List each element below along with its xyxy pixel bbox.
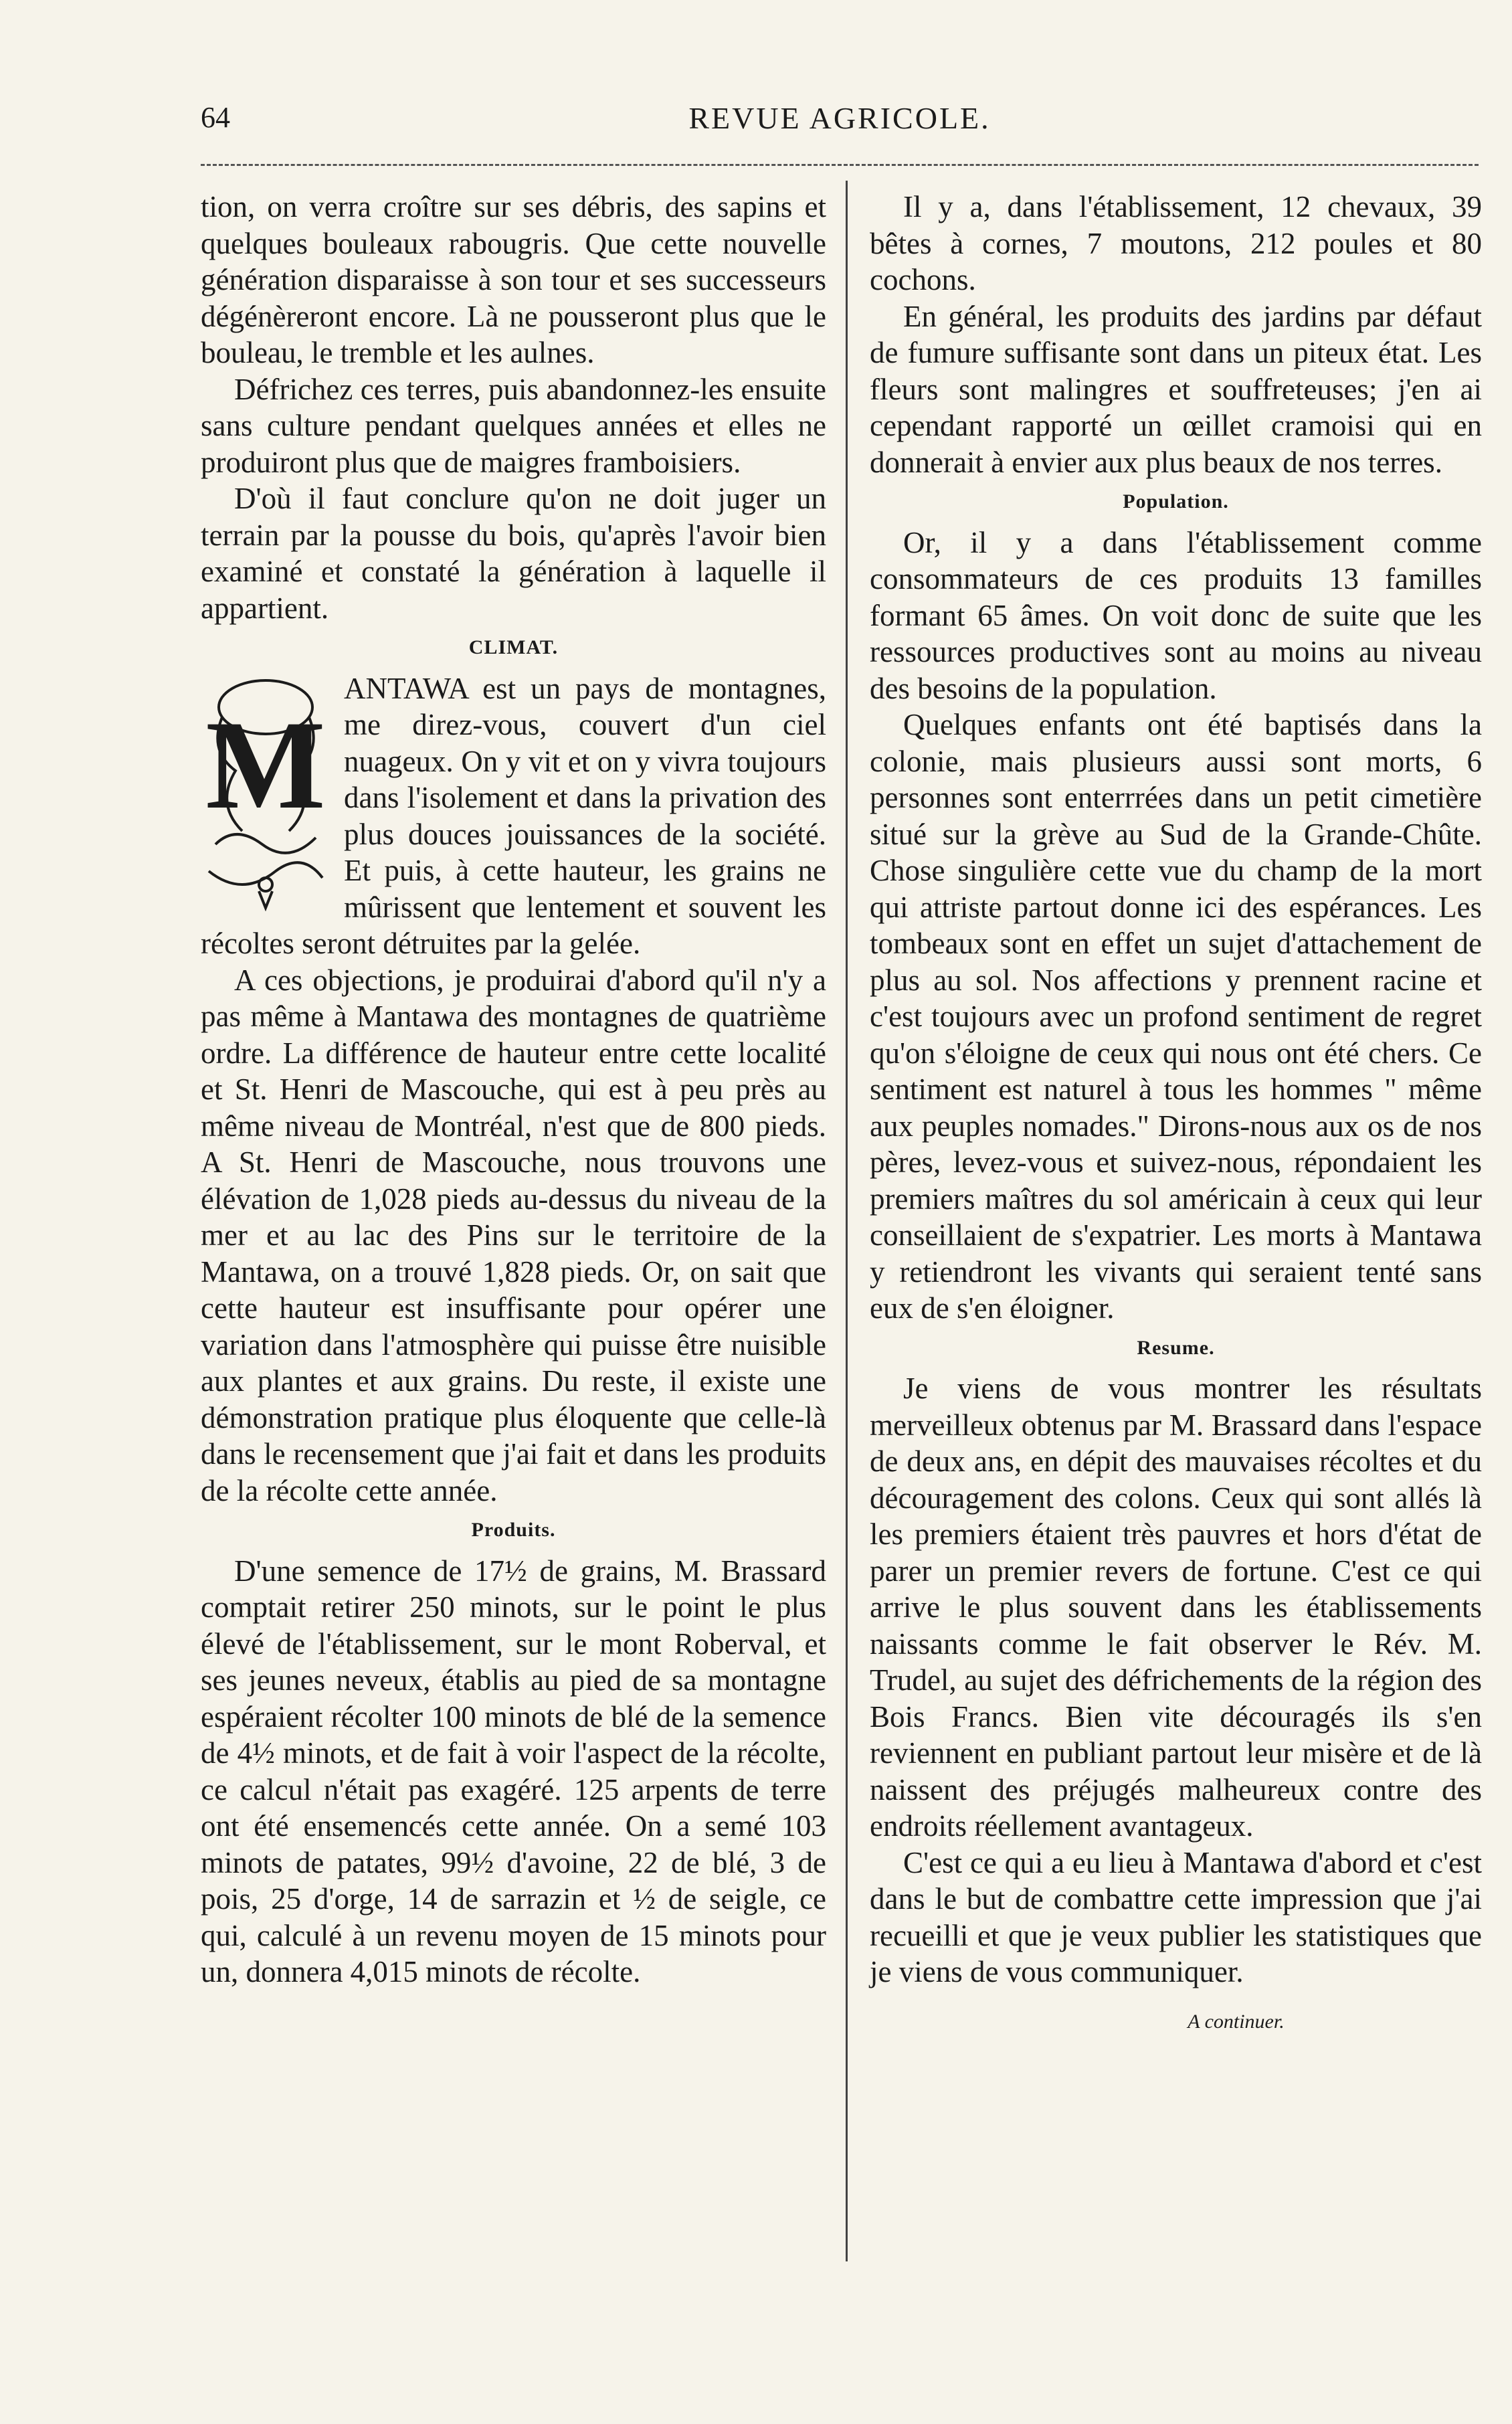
ornamental-initial-m-icon — [195, 670, 336, 911]
page-number: 64 — [201, 101, 230, 134]
continued-note: A continuer. — [1188, 2010, 1285, 2033]
paragraph: Je viens de vous montrer les résultats merveilleux obtenus par M. Brassard dans l'espace de deux ans, en dépit des mauvaises récoltes et du découragement des colons. Ceux qui sont allés là les premiers étaient très pauvres et hors d'état de parer un premier revers de fortune. C'est ce qui arrive le plus souvent dans les établissements naissants comme le fait observer le Rév. M. Trudel, au sujet des défrichements de la région des Bois Francs. Bien vite découragés ils s'en reviennent en publiant partout leur misère et de là naissent des préjugés malheureux contre des endroits réellement avantageux. — [870, 1372, 1482, 1843]
paragraph: Il y a, dans l'établissement, 12 chevaux, 39 bêtes à cornes, 7 moutons, 212 poules et 80 cochons. — [870, 190, 1482, 296]
header-rule — [201, 164, 1479, 166]
column-divider — [846, 181, 848, 2261]
dropcap-letter: M — [205, 694, 326, 836]
paragraph: Quelques enfants ont été baptisés dans la colonie, mais plusieurs aussi sont morts, 6 personnes sont enterrrées dans un petit cimetière situé sur la grève au Sud de la Grande-Chûte. Chose singulière cette vue du champ de la mort qui attriste partout donne ici des espérances. Les tombeaux sont en effet un sujet d'attachement de plus au sol. Nos affections y prennent racine et c'est toujours avec un profond sentiment de regret qu'on s'éloigne de ceux qui nous ont été chers. Ce sentiment est naturel à tous les hommes " même aux peuples nomades." Dirons-nous aux os de nos pères, levez-vous et suivez-nous, répondaient les premiers maîtres du sol américain à ceux qui leur conseillaient de s'expatrier. Les morts à Mantawa y retiendront les vivants qui seraient tenté sans eux de s'en éloigner. — [870, 708, 1482, 1325]
section-heading-climat: CLIMAT. — [468, 636, 559, 658]
paragraph: C'est ce qui a eu lieu à Mantawa d'abord et c'est dans le but de combattre cette impression que j'ai recueilli et que je veux publier les statistiques que je viens de vous communiquer. — [870, 1845, 1482, 1988]
section-heading-population: Population. — [1123, 490, 1229, 512]
ornamental-initial — [195, 670, 336, 911]
right-column — [870, 189, 1482, 2040]
paragraph: tion, on verra croître sur ses débris, des sapins et quelques bouleaux rabougris. Que cette nouvelle génération disparaisse à son tour et ses successeurs dégénèreront encore. Là ne pousseront plus que le bouleau, le tremble et les aulnes. — [201, 190, 826, 369]
left-column — [201, 189, 826, 1990]
paragraph: En général, les produits des jardins par défaut de fumure suffisante sont dans un piteux état. Les fleurs sont malingres et souffreteuses; j'en ai cependant rapporté un œillet cramoisi qui en donnerait à envier aux plus beaux de nos terres. — [870, 299, 1482, 479]
paragraph: A ces objections, je produirai d'abord qu'il n'y a pas même à Mantawa des montagnes de quatrième ordre. La différence de hauteur entre cette localité et St. Henri de Mascouche, qui est à peu près au même niveau de Montréal, n'est que de 800 pieds. A St. Henri de Mascouche, nous trouvons une élévation de 1,028 pieds au-dessus du niveau de la mer et au lac des Pins sur le territoire de la Mantawa, on a trouvé 1,828 pieds. Or, on sait que cette hauteur est insuffisante pour opérer une variation dans l'atmosphère qui puisse être nuisible aux plantes et aux grains. Du reste, il existe une démonstration pratique plus éloquente que celle-là dans le recensement que j'ai fait et dans les produits de la récolte cette année. — [201, 963, 826, 1507]
page-header — [201, 100, 1479, 154]
section-heading-produits: Produits. — [471, 1519, 556, 1541]
paragraph: D'où il faut conclure qu'on ne doit juger un terrain par la pousse du bois, qu'après l'avoir bien examiné et constaté la génération à laquelle il appartient. — [201, 482, 826, 625]
paragraph: D'une semence de 17½ de grains, M. Brassard comptait retirer 250 minots, sur le point le plus élevé de l'établissement, sur le mont Roberval, et ses jeunes neveux, établis au pied de sa montagne espéraient récolter 100 minots de blé de la semence de 4½ minots, et de fait à voir l'aspect de la récolte, ce calcul n'était pas exagéré. 125 arpents de terre ont été ensemencés cette année. On a semé 103 minots de patates, 99½ d'avoine, 22 de blé, 3 de pois, 25 d'orge, 14 de sarrazin et ½ de seigle, ce qui, calculé à un revenu moyen de 15 minots pour un, donnera 4,015 minots de récolte. — [201, 1554, 826, 1988]
section-heading-resume: Resume. — [1137, 1336, 1215, 1359]
running-title: REVUE AGRICOLE. — [688, 101, 991, 135]
paragraph: ANTAWA est un pays de montagnes, me direz-vous, couvert d'un ciel nuageux. On y vit et on y vivra toujours dans l'isolement et dans la privation des plus douces jouissances de la société. Et puis, à cette hauteur, les grains ne mûrissent que lentement et souvent les récoltes seront détruites par la gelée. — [201, 671, 826, 960]
paragraph: Or, il y a dans l'établissement comme consommateurs de ces produits 13 familles formant 65 âmes. On voit donc de suite que les ressources productives sont au moins au niveau des besoins de la population. — [870, 525, 1482, 705]
paragraph: Défrichez ces terres, puis abandonnez-les ensuite sans culture pendant quelques années et elles ne produiront plus que de maigres framboisiers. — [201, 372, 826, 479]
